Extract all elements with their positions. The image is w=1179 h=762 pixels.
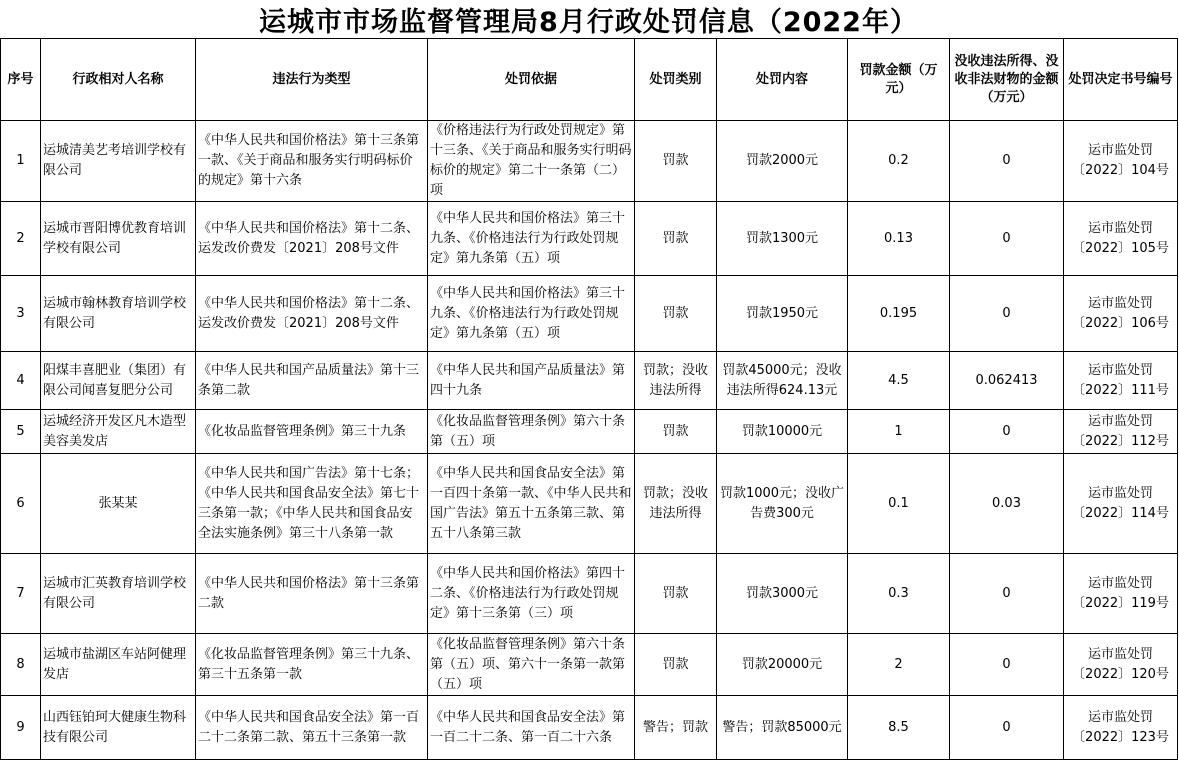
cell-seq: 4 xyxy=(1,352,41,410)
table-row xyxy=(1,554,1178,634)
cell-seq: 6 xyxy=(1,454,41,554)
header-party: 行政相对人名称 xyxy=(41,39,196,121)
cell-violation: 《中华人民共和国广告法》第十七条；《中华人民共和国食品安全法》第七十三条第一款；《中华人民共和国食品安全法实施条例》第三十八条第一款 xyxy=(196,454,428,554)
table-row xyxy=(1,696,1178,760)
cell-confiscation: 0 xyxy=(950,634,1064,696)
cell-content: 罚款1950元 xyxy=(717,276,848,352)
cell-content: 罚款3000元 xyxy=(717,554,848,634)
cell-content: 罚款1300元 xyxy=(717,202,848,276)
cell-doc-no: 运市监处罚〔2022〕106号 xyxy=(1064,276,1178,352)
cell-doc-no: 运市监处罚〔2022〕114号 xyxy=(1064,454,1178,554)
cell-confiscation: 0.062413 xyxy=(950,352,1064,410)
cell-violation: 《中华人民共和国价格法》第十三条第一款、《关于商品和服务实行明码标价的规定》第十六条 xyxy=(196,121,428,202)
cell-fine: 0.13 xyxy=(848,202,950,276)
header-confiscation: 没收违法所得、没收非法财物的金额（万元） xyxy=(950,39,1064,121)
cell-confiscation: 0 xyxy=(950,121,1064,202)
cell-doc-no: 运市监处罚〔2022〕112号 xyxy=(1064,410,1178,454)
cell-confiscation: 0 xyxy=(950,276,1064,352)
table-row xyxy=(1,454,1178,554)
cell-doc-no: 运市监处罚〔2022〕104号 xyxy=(1064,121,1178,202)
cell-basis: 《价格违法行为行政处罚规定》第十三条、《关于商品和服务实行明码标价的规定》第二十一条第（二）项 xyxy=(428,121,635,202)
cell-fine: 2 xyxy=(848,634,950,696)
cell-doc-no: 运市监处罚〔2022〕119号 xyxy=(1064,554,1178,634)
header-content: 处罚内容 xyxy=(717,39,848,121)
cell-basis: 《中华人民共和国价格法》第三十九条、《价格违法行为行政处罚规定》第九条第（五）项 xyxy=(428,276,635,352)
cell-basis: 《中华人民共和国价格法》第四十二条、《价格违法行为行政处罚规定》第十三条第（三）项 xyxy=(428,554,635,634)
cell-basis: 《中华人民共和国食品安全法》第一百二十二条、第一百二十六条 xyxy=(428,696,635,760)
cell-basis: 《中华人民共和国食品安全法》第一百四十条第一款、《中华人民共和国广告法》第五十五条第三款、第五十八条第三款 xyxy=(428,454,635,554)
cell-category: 罚款 xyxy=(635,554,717,634)
cell-basis: 《中华人民共和国产品质量法》第四十九条 xyxy=(428,352,635,410)
cell-doc-no: 运市监处罚〔2022〕105号 xyxy=(1064,202,1178,276)
cell-seq: 3 xyxy=(1,276,41,352)
table-row xyxy=(1,202,1178,276)
cell-content: 罚款10000元 xyxy=(717,410,848,454)
cell-basis: 《化妆品监督管理条例》第六十条第（五）项 xyxy=(428,410,635,454)
cell-category: 罚款 xyxy=(635,410,717,454)
cell-party: 运城经济开发区凡木造型美容美发店 xyxy=(41,410,196,454)
table-row xyxy=(1,634,1178,696)
cell-basis: 《化妆品监督管理条例》第六十条第（五）项、第六十一条第一款第（五）项 xyxy=(428,634,635,696)
cell-seq: 2 xyxy=(1,202,41,276)
cell-violation: 《中华人民共和国价格法》第十二条、运发改价费发〔2021〕208号文件 xyxy=(196,202,428,276)
cell-party: 运城市翰林教育培训学校有限公司 xyxy=(41,276,196,352)
cell-fine: 4.5 xyxy=(848,352,950,410)
cell-category: 罚款 xyxy=(635,634,717,696)
cell-seq: 8 xyxy=(1,634,41,696)
cell-confiscation: 0 xyxy=(950,410,1064,454)
header-violation: 违法行为类型 xyxy=(196,39,428,121)
cell-party: 运城市汇英教育培训学校有限公司 xyxy=(41,554,196,634)
cell-seq: 7 xyxy=(1,554,41,634)
cell-violation: 《中华人民共和国价格法》第十二条、运发改价费发〔2021〕208号文件 xyxy=(196,276,428,352)
cell-doc-no: 运市监处罚〔2022〕111号 xyxy=(1064,352,1178,410)
header-category: 处罚类别 xyxy=(635,39,717,121)
penalty-table xyxy=(0,38,1178,760)
cell-fine: 0.1 xyxy=(848,454,950,554)
cell-party: 运城市晋阳博优教育培训学校有限公司 xyxy=(41,202,196,276)
cell-party: 阳煤丰喜肥业（集团）有限公司闻喜复肥分公司 xyxy=(41,352,196,410)
cell-violation: 《中华人民共和国价格法》第十三条第二款 xyxy=(196,554,428,634)
cell-category: 警告；罚款 xyxy=(635,696,717,760)
cell-content: 罚款1000元；没收广告费300元 xyxy=(717,454,848,554)
cell-category: 罚款 xyxy=(635,276,717,352)
cell-violation: 《化妆品监督管理条例》第三十九条、第三十五条第一款 xyxy=(196,634,428,696)
cell-party: 运城清美艺考培训学校有限公司 xyxy=(41,121,196,202)
cell-content: 罚款45000元；没收违法所得624.13元 xyxy=(717,352,848,410)
cell-confiscation: 0 xyxy=(950,696,1064,760)
cell-violation: 《中华人民共和国产品质量法》第十三条第二款 xyxy=(196,352,428,410)
cell-party: 山西钰铂珂大健康生物科技有限公司 xyxy=(41,696,196,760)
cell-fine: 8.5 xyxy=(848,696,950,760)
cell-fine: 0.195 xyxy=(848,276,950,352)
cell-content: 罚款2000元 xyxy=(717,121,848,202)
cell-party: 张某某 xyxy=(41,454,196,554)
cell-doc-no: 运市监处罚〔2022〕120号 xyxy=(1064,634,1178,696)
cell-basis: 《中华人民共和国价格法》第三十九条、《价格违法行为行政处罚规定》第九条第（五）项 xyxy=(428,202,635,276)
table-row xyxy=(1,121,1178,202)
cell-seq: 9 xyxy=(1,696,41,760)
cell-fine: 0.3 xyxy=(848,554,950,634)
cell-doc-no: 运市监处罚〔2022〕123号 xyxy=(1064,696,1178,760)
header-basis: 处罚依据 xyxy=(428,39,635,121)
header-row xyxy=(1,39,1178,121)
cell-category: 罚款；没收违法所得 xyxy=(635,454,717,554)
cell-seq: 5 xyxy=(1,410,41,454)
cell-party: 运城市盐湖区车站阿健理发店 xyxy=(41,634,196,696)
cell-content: 罚款20000元 xyxy=(717,634,848,696)
table-row xyxy=(1,410,1178,454)
cell-fine: 1 xyxy=(848,410,950,454)
table-row xyxy=(1,276,1178,352)
cell-category: 罚款；没收违法所得 xyxy=(635,352,717,410)
cell-confiscation: 0 xyxy=(950,554,1064,634)
cell-fine: 0.2 xyxy=(848,121,950,202)
cell-category: 罚款 xyxy=(635,121,717,202)
header-seq: 序号 xyxy=(1,39,41,121)
header-fine: 罚款金额（万元） xyxy=(848,39,950,121)
cell-violation: 《中华人民共和国食品安全法》第一百二十二条第二款、第五十三条第一款 xyxy=(196,696,428,760)
cell-content: 警告；罚款85000元 xyxy=(717,696,848,760)
cell-confiscation: 0.03 xyxy=(950,454,1064,554)
cell-violation: 《化妆品监督管理条例》第三十九条 xyxy=(196,410,428,454)
cell-seq: 1 xyxy=(1,121,41,202)
cell-category: 罚款 xyxy=(635,202,717,276)
sheet-title: 运城市市场监督管理局8月行政处罚信息（2022年） xyxy=(0,0,1177,39)
header-doc-no: 处罚决定书号编号 xyxy=(1064,39,1178,121)
table-row xyxy=(1,352,1178,410)
cell-confiscation: 0 xyxy=(950,202,1064,276)
